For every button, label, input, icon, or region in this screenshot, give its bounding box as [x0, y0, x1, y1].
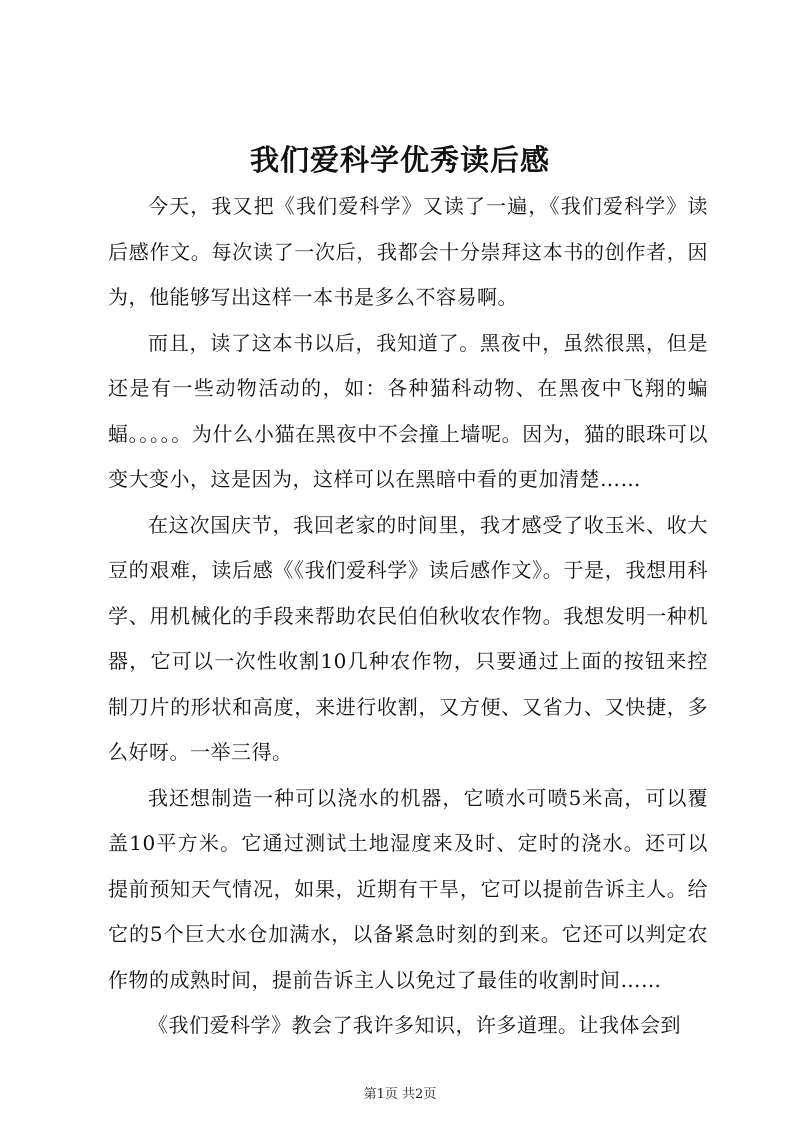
- paragraph-2: 而且，读了这本书以后，我知道了。黑夜中，虽然很黑，但是还是有一些动物活动的，如：各种猫科动物、在黑夜中飞翔的蝙蝠。。。。。为什么小猫在黑夜中不会撞上墙呢。因为，猫的眼珠可以变大变小，这是因为，这样可以在黑暗中看的更加清楚……: [108, 330, 708, 491]
- document-body: [108, 184, 708, 1049]
- paragraph-5: 《我们爱科学》教会了我许多知识，许多道理。让我体会到: [148, 1013, 681, 1037]
- paragraph-4: 我还想制造一种可以浇水的机器，它喷水可喷5米高，可以覆盖10平方米。它通过测试土地湿度来及时、定时的浇水。还可以提前预知天气情况，如果，近期有干旱，它可以提前告诉主人。给它的5个巨大水仓加满水，以备紧急时刻的到来。它还可以判定农作物的成熟时间，提前告诉主人以免过了最佳的收割时间……: [108, 785, 708, 992]
- paragraph-3: 在这次国庆节，我回老家的时间里，我才感受了收玉米、收大豆的艰难，读后感《《我们爱科学》读后感作文》。于是，我想用科学、用机械化的手段来帮助农民伯伯秋收农作物。我想发明一种机器，它可以一次性收割10几种农作物，只要通过上面的按钮来控制刀片的形状和高度，来进行收割，又方便、又省力、又快捷，多么好呀。一举三得。: [108, 512, 708, 764]
- document-title: 我们爱科学优秀读后感: [249, 143, 550, 177]
- page-footer: 第1页 共2页: [363, 1087, 437, 1102]
- paragraph-1: 今天，我又把《我们爱科学》又读了一遍，《我们爱科学》读后感作文。每次读了一次后，我都会十分崇拜这本书的创作者，因为，他能够写出这样一本书是多么不容易啊。: [108, 194, 708, 309]
